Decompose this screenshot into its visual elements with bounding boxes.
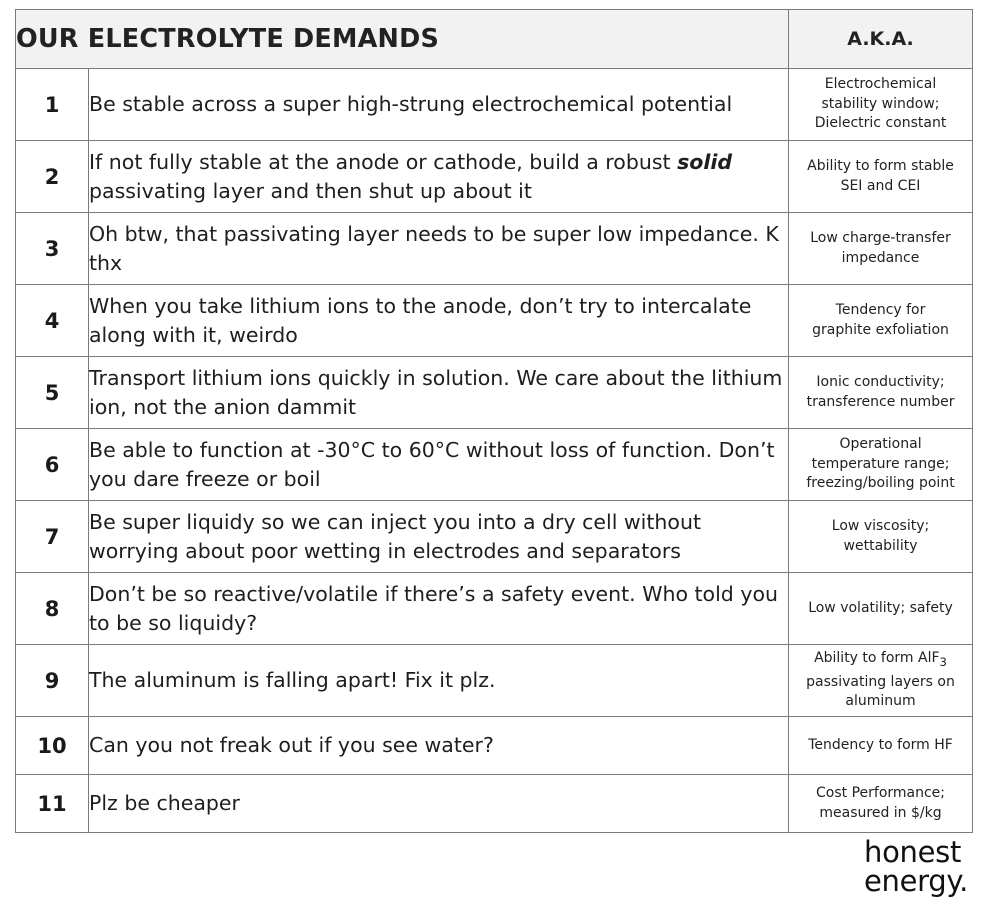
demand-text: Be able to function at -30°C to 60°C without loss of function. Don’t you dare freeze or boil: [89, 429, 789, 501]
demand-text: Don’t be so reactive/volatile if there’s a safety event. Who told you to be so liquidy?: [89, 573, 789, 645]
aka-line: passivating layers on: [806, 673, 955, 690]
aka-text: [789, 775, 973, 833]
aka-line: temperature range;: [811, 455, 950, 472]
demand-text-part: passivating layer and then shut up about it: [89, 178, 532, 203]
demand-text-part: If not fully stable at the anode or cathode, build a robust: [89, 149, 678, 174]
aka-line: Cost Performance;: [816, 785, 946, 801]
table-row: [16, 69, 973, 141]
table-row: [16, 213, 973, 285]
row-number: 2: [16, 141, 89, 213]
aka-text: [789, 69, 973, 141]
aka-line: Low viscosity;: [831, 518, 930, 534]
aka-line: Low charge-transfer: [810, 230, 951, 246]
table-header-row: [16, 10, 973, 69]
demand-text: Plz be cheaper: [89, 775, 789, 833]
aka-line: Operational: [839, 436, 922, 453]
emphasis-text: solid: [677, 149, 733, 174]
row-number: 11: [16, 775, 89, 833]
aka-text: [789, 573, 973, 645]
aka-line: impedance: [841, 249, 920, 266]
aka-text: [789, 357, 973, 429]
table-row: [16, 357, 973, 429]
row-number: 9: [16, 645, 89, 717]
aka-line: SEI and CEI: [840, 177, 921, 194]
demand-text: Be super liquidy so we can inject you into a dry cell without worrying about poor wetting in electrodes and separators: [89, 501, 789, 573]
row-number: 10: [16, 717, 89, 775]
subscript: 3: [939, 655, 947, 670]
row-number: 3: [16, 213, 89, 285]
aka-text: [789, 285, 973, 357]
aka-line: Dielectric constant: [814, 115, 947, 132]
aka-text: [789, 213, 973, 285]
demand-text: [89, 141, 789, 213]
row-number: 1: [16, 69, 89, 141]
table-row: [16, 285, 973, 357]
logo-line: honest: [864, 835, 962, 869]
aka-text: [789, 141, 973, 213]
table-row: [16, 501, 973, 573]
demand-text: Oh btw, that passivating layer needs to be super low impedance. K thx: [89, 213, 789, 285]
aka-line: stability window;: [821, 95, 940, 112]
logo-line: energy.: [864, 864, 969, 898]
row-number: 6: [16, 429, 89, 501]
aka-text: [789, 429, 973, 501]
aka-line: Electrochemical: [824, 76, 937, 93]
aka-line: Tendency for: [835, 302, 926, 318]
table-row: [16, 717, 973, 775]
table-row: [16, 645, 973, 717]
aka-text: [789, 645, 973, 717]
demand-text: Be stable across a super high-strung electrochemical potential: [89, 69, 789, 141]
aka-line: freezing/boiling point: [806, 475, 955, 492]
aka-line: transference number: [806, 393, 955, 410]
aka-text: [789, 717, 973, 775]
row-number: 8: [16, 573, 89, 645]
demand-text: The aluminum is falling apart! Fix it plz.: [89, 645, 789, 717]
table-row: [16, 775, 973, 833]
demand-text: Transport lithium ions quickly in solution. We care about the lithium ion, not the anion dammit: [89, 357, 789, 429]
table-row: [16, 429, 973, 501]
row-number: 7: [16, 501, 89, 573]
aka-line: wettability: [843, 537, 918, 554]
aka-line: Ionic conductivity;: [816, 374, 945, 390]
aka-line: Tendency to form HF: [808, 736, 953, 753]
aka-line: measured in $/kg: [819, 804, 942, 821]
demand-text: Can you not freak out if you see water?: [89, 717, 789, 775]
honest-energy-logo: [864, 835, 969, 898]
demand-text: When you take lithium ions to the anode, don’t try to intercalate along with it, weirdo: [89, 285, 789, 357]
aka-text: [789, 501, 973, 573]
aka-column-header: A.K.A.: [789, 10, 973, 69]
row-number: 4: [16, 285, 89, 357]
aka-line: graphite exfoliation: [812, 321, 949, 338]
table-title: OUR ELECTROLYTE DEMANDS: [16, 10, 789, 69]
table-row: [16, 141, 973, 213]
aka-line: Ability to form stable: [807, 158, 954, 174]
row-number: 5: [16, 357, 89, 429]
aka-line: Low volatility; safety: [808, 599, 953, 616]
aka-line: aluminum: [845, 693, 916, 710]
demands-table: [15, 9, 973, 833]
aka-line: Ability to form AlF: [814, 650, 940, 667]
table-row: [16, 573, 973, 645]
